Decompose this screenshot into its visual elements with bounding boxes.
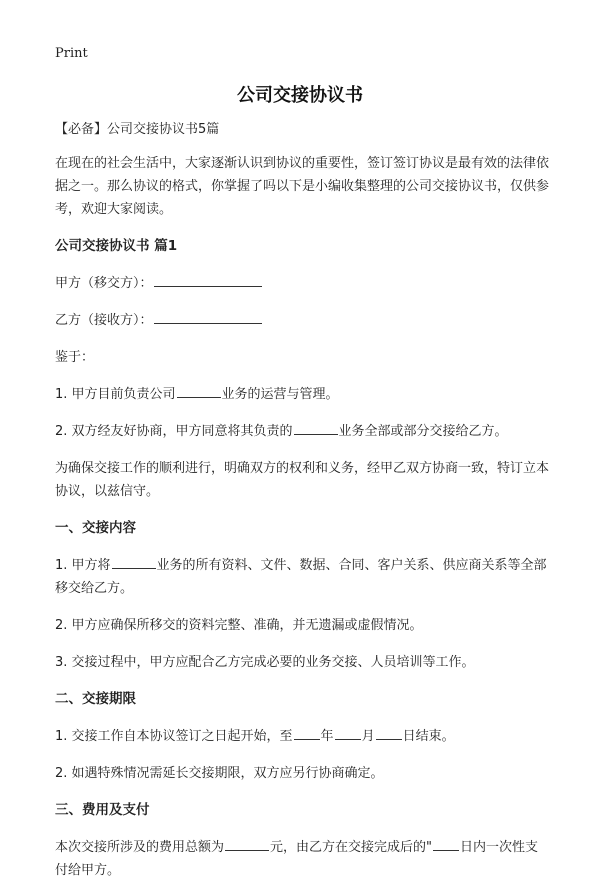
period-item-2: 2. 如遇特殊情况需延长交接期限，双方应另行协商确定。: [55, 766, 384, 781]
party-a-blank: [154, 272, 262, 287]
content-item-2: 2. 甲方应确保所移交的资料完整、准确，并无遗漏或虚假情况。: [55, 618, 423, 633]
period-day-blank: [376, 725, 402, 740]
period-item-1: [55, 725, 550, 748]
content-1-text-a: 1. 甲方将: [55, 558, 111, 573]
whereas-2-text-b: 业务全部或部分交接给乙方。: [338, 424, 508, 439]
fees-text-c: 日内一次性支付给甲方。: [55, 840, 539, 878]
content-1-text-b: 业务的所有资料、文件、数据、合同、客户关系、供应商关系等全部移交给乙方。: [55, 558, 547, 596]
whereas-label: 鉴于：: [55, 350, 95, 365]
purpose-paragraph: 为确保交接工作的顺利进行，明确双方的权利和义务，经甲乙双方协商一致，特订立本协议，以兹信守。: [55, 461, 550, 499]
party-a-label: 甲方（移交方）：: [55, 276, 153, 291]
whereas-item-2: [55, 420, 550, 443]
print-link[interactable]: Print: [55, 46, 88, 61]
section-title: 公司交接协议书 篇1: [55, 238, 178, 254]
fees-days-blank: [433, 836, 459, 851]
whereas-2-text-a: 2. 双方经友好协商，甲方同意将其负责的: [55, 424, 293, 439]
heading-fees-payment: 三、费用及支付: [55, 802, 150, 818]
party-b-blank: [154, 309, 262, 324]
heading-handover-content: 一、交接内容: [55, 520, 136, 536]
page-title: 公司交接协议书: [237, 85, 363, 106]
period-1-text-a: 1. 交接工作自本协议签订之日起开始，至: [55, 729, 293, 744]
content-item-1: [55, 554, 550, 600]
whereas-1-text-a: 1. 甲方目前负责公司: [55, 387, 176, 402]
doc-subtitle: 【必备】公司交接协议书5篇: [55, 122, 220, 137]
party-b-line: [55, 309, 550, 332]
heading-handover-period: 二、交接期限: [55, 691, 136, 707]
period-day-label: 日结束。: [402, 729, 455, 744]
whereas-item-1: [55, 383, 550, 406]
content-item-3: 3. 交接过程中，甲方应配合乙方完成必要的业务交接、人员培训等工作。: [55, 655, 475, 670]
period-year-blank: [294, 725, 320, 740]
party-a-line: [55, 272, 550, 295]
intro-paragraph: 在现在的社会生活中，大家逐渐认识到协议的重要性，签订签订协议是最有效的法律依据之一。那么协议的格式，你掌握了吗以下是小编收集整理的公司交接协议书，仅供参考，欢迎大家阅读。: [55, 156, 550, 217]
whereas-1-blank: [177, 383, 221, 398]
period-month-label: 月: [361, 729, 375, 744]
fees-text-a: 本次交接所涉及的费用总额为: [55, 840, 225, 855]
fees-text-b: 元，由乙方在交接完成后的": [270, 840, 432, 855]
content-1-blank: [112, 554, 156, 569]
period-month-blank: [335, 725, 361, 740]
fees-paragraph: [55, 836, 550, 882]
whereas-1-text-b: 业务的运营与管理。: [221, 387, 339, 402]
document-body: [55, 118, 550, 882]
fees-amount-blank: [225, 836, 269, 851]
period-year-label: 年: [320, 729, 334, 744]
party-b-label: 乙方（接收方）：: [55, 313, 153, 328]
whereas-2-blank: [294, 420, 338, 435]
